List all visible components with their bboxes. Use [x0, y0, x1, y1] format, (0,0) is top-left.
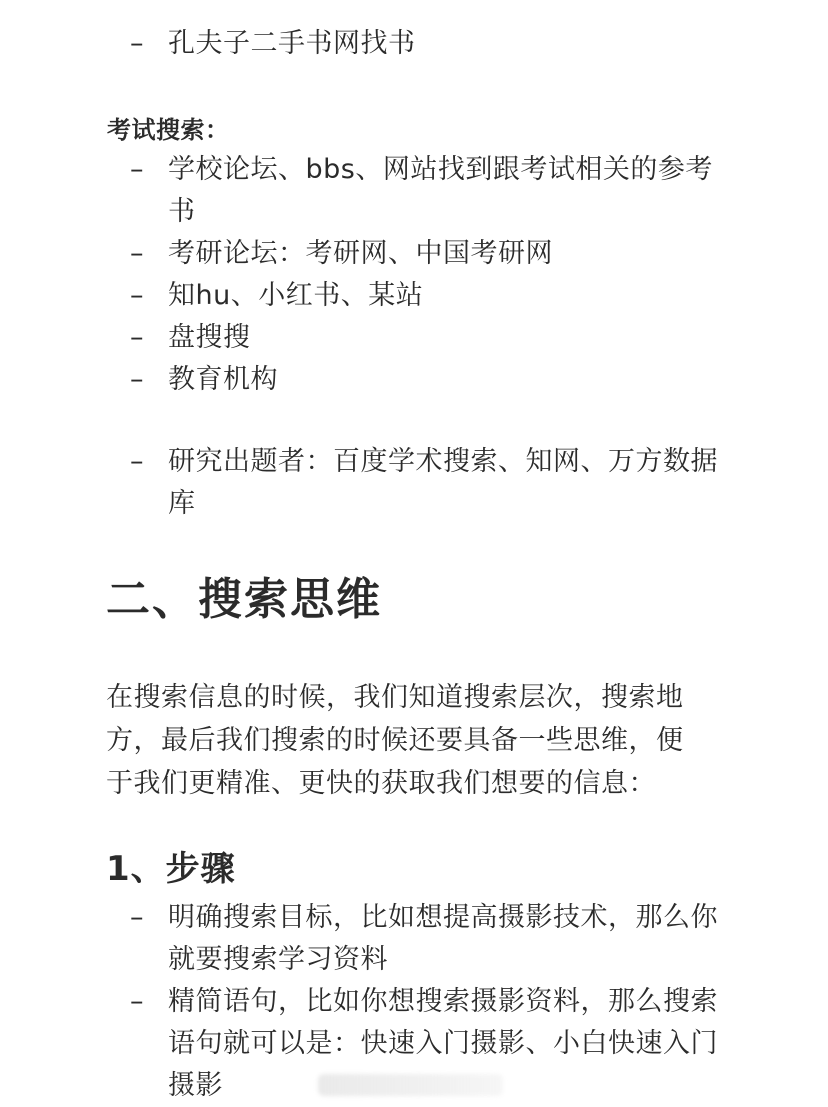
dash-icon: – — [130, 446, 144, 477]
section-title: 二、搜索思维 — [106, 574, 382, 625]
exam-search-label: 考试搜索： — [107, 116, 230, 144]
top-list — [0, 23, 828, 65]
dash-icon: – — [130, 154, 144, 185]
dash-icon: – — [130, 986, 144, 1017]
list-item-text: 研究出题者：百度学术搜索、知网、万方数据库 — [168, 446, 718, 519]
dash-icon: – — [130, 902, 144, 933]
list-item — [0, 275, 828, 317]
watermark — [318, 1074, 503, 1096]
section-intro-paragraph: 在搜索信息的时候，我们知道搜索层次，搜索地方，最后我们搜索的时候还要具备一些思维，便于我们更精准、更快的获取我们想要的信息： — [106, 682, 684, 799]
list-item — [0, 149, 828, 233]
list-item-text: 考研论坛：考研网、中国考研网 — [168, 238, 553, 269]
list-item — [0, 317, 828, 359]
list-item-text: 教育机构 — [168, 364, 278, 395]
dash-icon: – — [130, 238, 144, 269]
list-item-text: 知hu、小红书、某站 — [168, 280, 424, 311]
list-item-text: 明确搜索目标，比如想提高摄影技术，那么你就要搜索学习资料 — [168, 902, 718, 975]
dash-icon: – — [130, 280, 144, 311]
list-item-text: 精简语句，比如你想搜索摄影资料，那么搜索语句就可以是：快速入门摄影、小白快速入门摄影 — [168, 986, 718, 1101]
list-item — [0, 359, 828, 401]
list-item — [0, 23, 828, 65]
list-item-text: 盘搜搜 — [168, 322, 251, 353]
list-item — [0, 233, 828, 275]
subsection-title: 1、步骤 — [106, 849, 236, 889]
dash-icon: – — [130, 364, 144, 395]
exam-search-list-extra — [0, 441, 828, 525]
list-item-text: 孔夫子二手书网找书 — [168, 28, 416, 59]
list-item — [0, 897, 828, 981]
exam-search-list — [0, 149, 828, 401]
list-item-text: 学校论坛、bbs、网站找到跟考试相关的参考书 — [168, 154, 713, 227]
dash-icon: – — [130, 322, 144, 353]
list-item — [0, 441, 828, 525]
dash-icon: – — [130, 28, 144, 59]
